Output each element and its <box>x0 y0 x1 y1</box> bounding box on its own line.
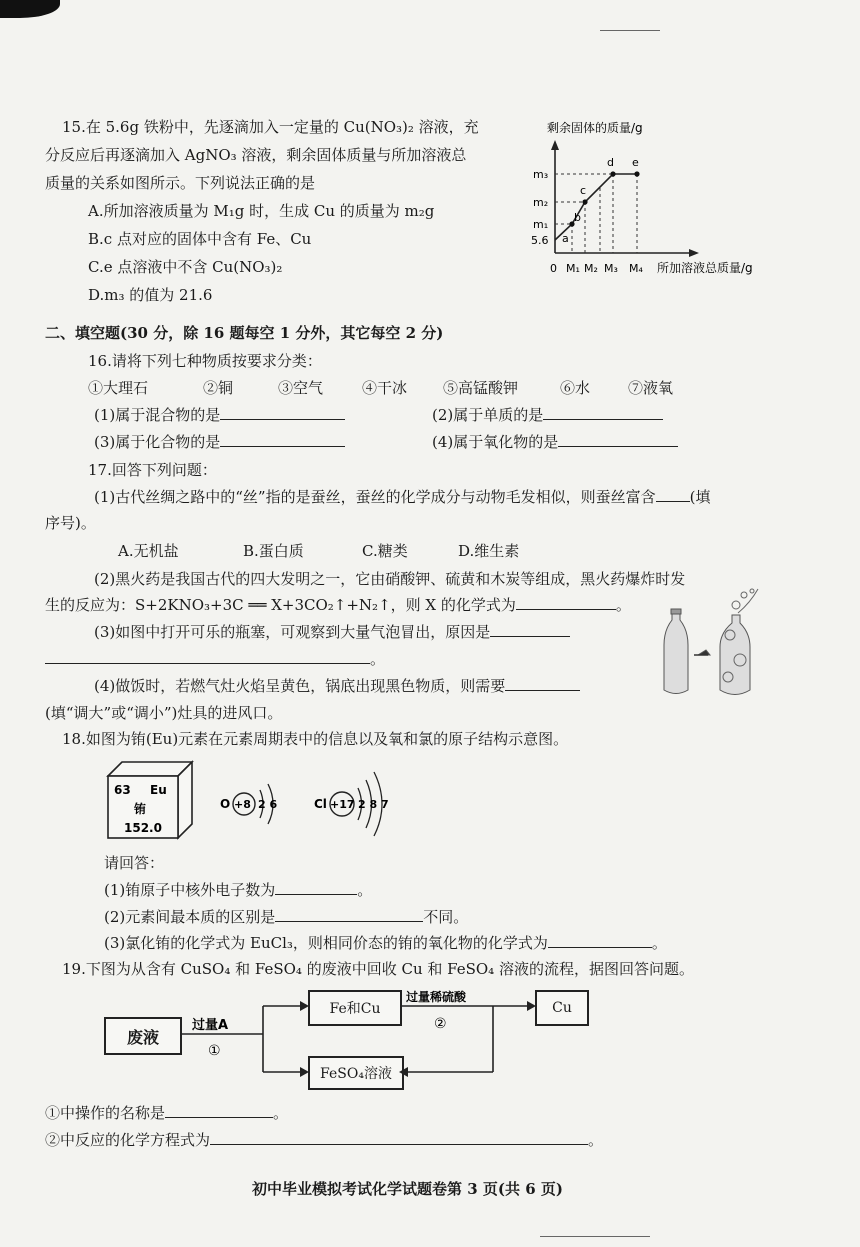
chart-x-arrow <box>689 249 699 257</box>
q18-p2: (2)元素间最本质的区别是 不同。 <box>104 908 469 926</box>
label-c: c <box>580 184 587 197</box>
label-e: e <box>632 156 639 169</box>
q19-answer2-blank[interactable] <box>210 1130 588 1145</box>
xtick-M1: M₁ <box>566 262 580 275</box>
arrowhead-return <box>399 1067 408 1077</box>
q18-ask: 请回答： <box>104 854 165 872</box>
q17-s1-end: 序号)。 <box>45 514 96 532</box>
q15-line1: 15.在 5.6g 铁粉中，先逐滴加入一定量的 Cu(NO₃)₂ 溶液，充 <box>62 118 479 136</box>
q19-answer1-blank[interactable] <box>165 1103 273 1118</box>
q18-answer1-blank[interactable] <box>275 880 357 895</box>
ytick-m3: m₃ <box>533 168 549 181</box>
q15-line3: 质量的关系如图所示。下列说法正确的是 <box>45 174 316 192</box>
flow-box-cu: Cu <box>535 990 589 1026</box>
q17-option-d: D.维生素 <box>458 542 520 560</box>
q17-answer4-blank[interactable] <box>505 676 580 691</box>
scan-mark <box>600 30 660 31</box>
q16-item-3: ③空气 <box>278 379 324 397</box>
label-a: a <box>562 232 569 245</box>
scan-mark-bottom <box>540 1236 650 1237</box>
chart-x-label: 所加溶液总质量/g <box>657 261 753 275</box>
q16-item-1: ①大理石 <box>88 379 149 397</box>
q16-item-7: ⑦液氧 <box>628 379 674 397</box>
q17-answer2-blank[interactable] <box>516 595 616 610</box>
label-d: d <box>607 156 614 169</box>
q16-part3: (3)属于化合物的是 <box>94 431 345 453</box>
q17-answer3-blank-b[interactable] <box>45 649 370 664</box>
q17-answer1-blank[interactable] <box>656 487 690 502</box>
label-b: b <box>574 211 581 224</box>
q18-answer3-blank[interactable] <box>548 933 652 948</box>
oxygen-symbol: O <box>220 797 231 811</box>
q18-p1: (1)铕原子中核外电子数为 。 <box>104 881 373 899</box>
q17-stem: 17.回答下列问题： <box>88 461 217 479</box>
q18-answer2-blank[interactable] <box>275 907 423 922</box>
bottle-cap-icon <box>671 609 681 614</box>
flow-label-step1: ① <box>208 1043 221 1059</box>
q17-option-b: B.蛋白质 <box>243 542 304 560</box>
element-number: 63 <box>114 783 131 797</box>
xtick-M2: M₂ <box>584 262 598 275</box>
page-footer: 初中毕业模拟考试化学试题卷第 3 页(共 6 页) <box>252 1180 563 1198</box>
q15-option-a: A.所加溶液质量为 M₁g 时，生成 Cu 的质量为 m₂g <box>88 202 435 220</box>
chart-y-label: 剩余固体的质量/g <box>547 121 643 135</box>
q17-s1: (1)古代丝绸之路中的“丝”指的是蚕丝，蚕丝的化学成分与动物毛发相似，则蚕丝富含 (填 <box>94 488 711 506</box>
cola-bottle-illustration <box>660 585 770 705</box>
chlorine-symbol: Cl <box>314 797 327 811</box>
flow-label-step2: ② <box>434 1016 447 1032</box>
flow-box-fe-cu: Fe和Cu <box>308 990 402 1026</box>
bubble-icon <box>732 601 740 609</box>
q15-option-d: D.m₃ 的值为 21.6 <box>88 286 213 304</box>
element-name: 铕 <box>134 802 147 816</box>
q17-option-c: C.糖类 <box>362 542 408 560</box>
ytick-5.6: 5.6 <box>531 234 549 247</box>
q17-s4: (4)做饭时，若燃气灶火焰呈黄色，锅底出现黑色物质，则需要 <box>94 675 580 697</box>
q17-s2-line1: (2)黑火药是我国古代的四大发明之一，它由硝酸钾、硫黄和木炭等组成，黑火药爆炸时发 <box>94 570 686 588</box>
chlorine-nucleus-charge: +17 <box>330 798 355 811</box>
chart-series-line <box>555 174 637 240</box>
arrowhead-fecu <box>300 1001 309 1011</box>
q16-part1: (1)属于混合物的是 <box>94 404 345 426</box>
flow-box-waste: 废液 <box>104 1017 182 1055</box>
q16-answer3-blank[interactable] <box>220 432 345 447</box>
section-heading: 二、填空题(30 分，除 16 题每空 1 分外，其它每空 2 分) <box>45 324 444 342</box>
xtick-M3: M₃ <box>604 262 618 275</box>
ytick-m1: m₁ <box>533 218 549 231</box>
q18-diagram <box>100 760 400 842</box>
q17-s2-line2: 生的反应为：S+2KNO₃+3C ══ X+3CO₂↑+N₂↑，则 X 的化学式为 。 <box>45 596 631 614</box>
q16-answer4-blank[interactable] <box>558 432 678 447</box>
q17-s3: (3)如图中打开可乐的瓶塞，可观察到大量气泡冒出，原因是 <box>94 621 570 643</box>
element-cube-side <box>178 762 192 838</box>
q15-line2: 分反应后再逐滴加入 AgNO₃ 溶液，剩余固体质量与所加溶液总 <box>45 146 467 164</box>
q16-item-6: ⑥水 <box>560 379 591 397</box>
q16-item-2: ②铜 <box>203 379 234 397</box>
q15-option-c: C.e 点溶液中不含 Cu(NO₃)₂ <box>88 258 283 276</box>
q15-mass-chart <box>525 118 795 288</box>
q16-stem: 16.请将下列七种物质按要求分类： <box>88 352 322 370</box>
q18-stem: 18.如图为铕(Eu)元素在元素周期表中的信息以及氧和氯的原子结构示意图。 <box>62 730 569 748</box>
bottle-open-icon <box>720 615 750 695</box>
chart-y-arrow <box>551 140 559 150</box>
arrowhead-cu <box>527 1001 536 1011</box>
q15-option-b: B.c 点对应的固体中含有 Fe、Cu <box>88 230 312 248</box>
arrowhead-feso4 <box>300 1067 309 1077</box>
flow-label-excess-acid: 过量稀硫酸 <box>406 990 467 1004</box>
q16-part2: (2)属于单质的是 <box>432 404 663 426</box>
scan-corner-shadow <box>0 0 60 18</box>
element-mass: 152.0 <box>124 821 162 835</box>
flow-label-excess-a: 过量A <box>192 1018 229 1033</box>
oxygen-nucleus-charge: +8 <box>234 798 251 811</box>
q19-stem: 19.下图为从含有 CuSO₄ 和 FeSO₄ 的废液中回收 Cu 和 FeSO₄ 溶液的流程，据图回答问题。 <box>62 960 694 978</box>
q16-answer2-blank[interactable] <box>543 405 663 420</box>
point-d <box>610 171 615 176</box>
xtick-origin: 0 <box>550 262 557 275</box>
q17-s3-cont: 。 <box>45 648 385 670</box>
q16-item-4: ④干冰 <box>362 379 408 397</box>
point-c <box>582 199 587 204</box>
q17-s4-end: (填“调大”或“调小”)灶具的进风口。 <box>45 704 283 722</box>
point-e <box>634 171 639 176</box>
q19-p2: ②中反应的化学方程式为 。 <box>45 1131 604 1149</box>
flow-box-feso4: FeSO₄溶液 <box>308 1056 404 1090</box>
q19-flow-arrows <box>178 985 548 1095</box>
element-symbol: Eu <box>150 783 167 797</box>
q18-p3: (3)氯化铕的化学式为 EuCl₃，则相同价态的铕的氧化物的化学式为 。 <box>104 934 667 952</box>
chlorine-shells: 2 8 7 <box>358 798 389 811</box>
bottle-closed-icon <box>664 613 688 694</box>
q19-p1: ①中操作的名称是 。 <box>45 1104 289 1122</box>
ytick-m2: m₂ <box>533 196 549 209</box>
q16-answer1-blank[interactable] <box>220 405 345 420</box>
q16-part4: (4)属于氧化物的是 <box>432 431 678 453</box>
q16-item-5: ⑤高锰酸钾 <box>443 379 519 397</box>
q17-option-a: A.无机盐 <box>118 542 179 560</box>
q17-answer3-blank-a[interactable] <box>490 622 570 637</box>
oxygen-shells: 2 6 <box>258 798 278 811</box>
xtick-M4: M₄ <box>629 262 643 275</box>
